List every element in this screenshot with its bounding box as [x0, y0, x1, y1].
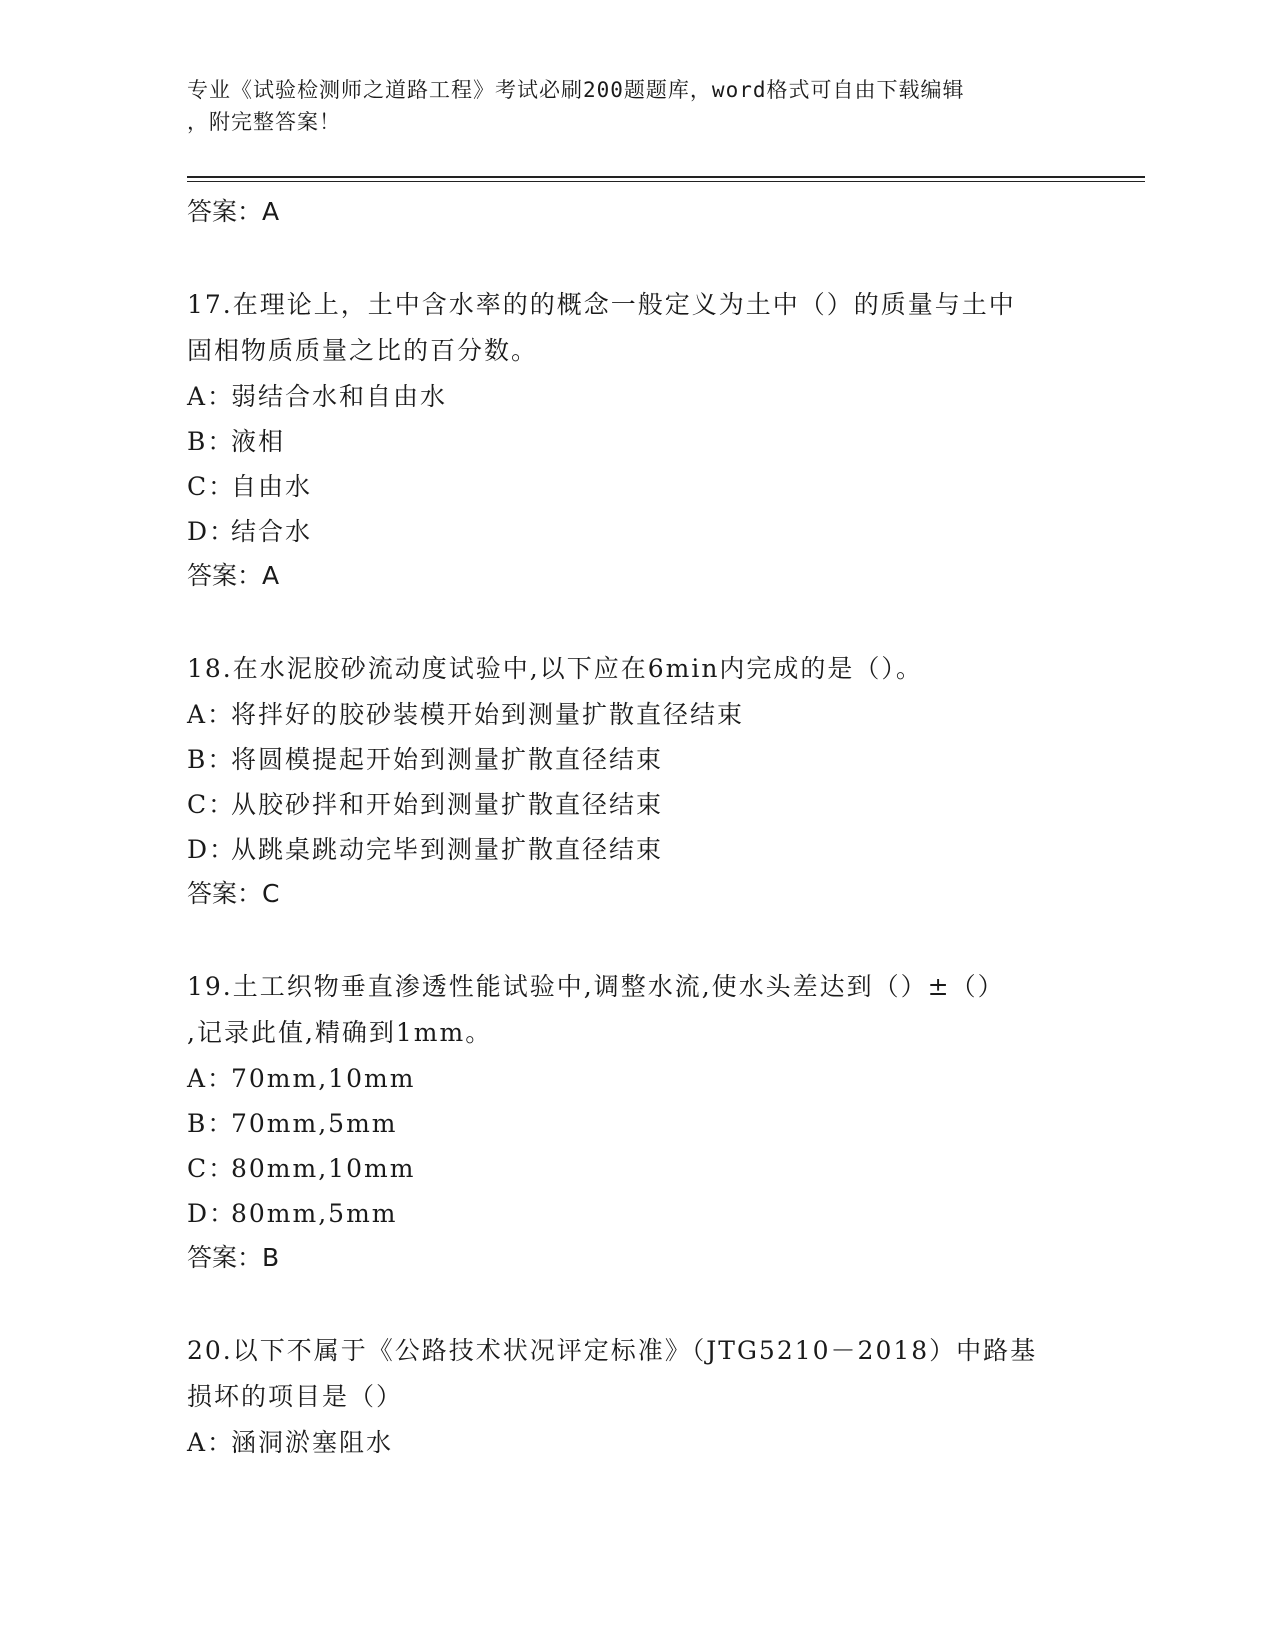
- option-letter: A：: [187, 382, 235, 411]
- option-letter: A：: [187, 1428, 235, 1457]
- option-text: 弱结合水和自由水: [231, 382, 448, 411]
- option-text: 将圆模提起开始到测量扩散直径结束: [231, 745, 664, 774]
- question-text-line: 20.以下不属于《公路技术状况评定标准》（JTG5210－2018）中路基: [187, 1336, 1038, 1365]
- option-letter: A：: [187, 1064, 235, 1093]
- question-block: [187, 964, 1087, 1280]
- question-block: [187, 1328, 1087, 1465]
- option-b: [187, 737, 1087, 782]
- document-header: [187, 74, 1067, 138]
- answer-line: 答案：C: [187, 879, 280, 908]
- option-letter: D：: [187, 835, 237, 864]
- option-text: 70mm,5mm: [231, 1109, 398, 1138]
- option-c: [187, 464, 1087, 509]
- header-line-1: 专业《试验检测师之道路工程》考试必刷200题题库，word格式可自由下载编辑: [187, 78, 965, 102]
- spacer: [187, 234, 1087, 282]
- question-block: [187, 282, 1087, 598]
- option-text: 70mm,10mm: [231, 1064, 416, 1093]
- option-text: 从胶砂拌和开始到测量扩散直径结束: [231, 790, 664, 819]
- option-b: [187, 419, 1087, 464]
- question-text-line: ,记录此值,精确到1mm。: [187, 1018, 493, 1047]
- option-a: [187, 1420, 1087, 1465]
- option-c: [187, 1146, 1087, 1191]
- option-letter: B：: [187, 427, 235, 456]
- answer-line: 答案：A: [187, 561, 280, 590]
- option-text: 将拌好的胶砂装模开始到测量扩散直径结束: [231, 700, 745, 729]
- option-b: [187, 1101, 1087, 1146]
- question-text-line: 固相物质质量之比的百分数。: [187, 336, 539, 365]
- option-text: 80mm,5mm: [231, 1199, 398, 1228]
- option-letter: B：: [187, 745, 235, 774]
- option-d: [187, 827, 1087, 872]
- header-line-2: ，附完整答案！: [187, 110, 341, 134]
- option-a: [187, 1056, 1087, 1101]
- question-list: [187, 190, 1087, 1465]
- option-letter: D：: [187, 517, 237, 546]
- answer-line: 答案：B: [187, 1243, 280, 1272]
- option-text: 自由水: [231, 472, 313, 501]
- option-text: 液相: [231, 427, 286, 456]
- option-text: 80mm,10mm: [231, 1154, 416, 1183]
- option-text: 结合水: [231, 517, 313, 546]
- header-divider-thick: [187, 176, 1145, 178]
- option-a: [187, 374, 1087, 419]
- option-letter: C：: [187, 472, 236, 501]
- answer-line: 答案：A: [187, 197, 280, 226]
- question-text-line: 17.在理论上，土中含水率的的概念一般定义为土中（）的质量与土中: [187, 290, 1016, 319]
- option-letter: C：: [187, 1154, 236, 1183]
- option-a: [187, 692, 1087, 737]
- header-divider-thin: [187, 181, 1145, 182]
- option-d: [187, 1191, 1087, 1236]
- question-text-line: 损坏的项目是（）: [187, 1382, 404, 1411]
- spacer: [187, 1280, 1087, 1328]
- option-d: [187, 509, 1087, 554]
- option-c: [187, 782, 1087, 827]
- option-letter: D：: [187, 1199, 237, 1228]
- question-block: [187, 646, 1087, 916]
- spacer: [187, 916, 1087, 964]
- question-text-line: 18.在水泥胶砂流动度试验中,以下应在6min内完成的是（）。: [187, 654, 923, 683]
- option-letter: A：: [187, 700, 235, 729]
- option-letter: B：: [187, 1109, 235, 1138]
- option-text: 从跳桌跳动完毕到测量扩散直径结束: [231, 835, 664, 864]
- spacer: [187, 598, 1087, 646]
- question-text-line: 19.土工织物垂直渗透性能试验中,调整水流,使水头差达到（）±（）: [187, 972, 1005, 1001]
- option-letter: C：: [187, 790, 236, 819]
- option-text: 涵洞淤塞阻水: [231, 1428, 394, 1457]
